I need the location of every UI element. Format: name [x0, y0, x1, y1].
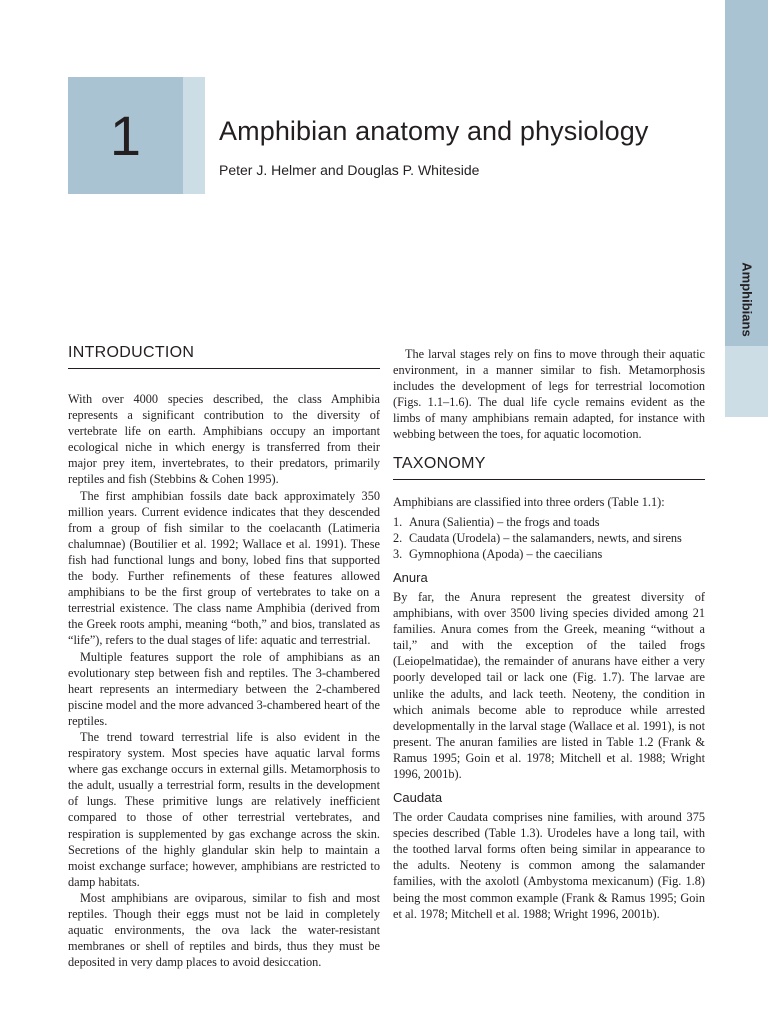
list-item: 1. Anura (Salientia) – the frogs and toads [393, 514, 600, 529]
chapter-authors: Peter J. Helmer and Douglas P. Whiteside [219, 162, 480, 178]
left-column [68, 344, 380, 970]
caudata-heading: Caudata [393, 790, 443, 806]
intro-paragraph: Most amphibians are oviparous, similar to fish and most reptiles. Though their eggs must not be laid in completely aquatic environments, the ova lack the water-resistant membranes or shell of reptiles and birds, thus they must be deposited in very damp places to avoid desiccation. [68, 890, 380, 970]
orders-list [393, 514, 705, 562]
anura-paragraph: By far, the Anura represent the greatest diversity of amphibians, with over 3500 living species divided among 21 families. Anura comes from the Greek, meaning “without a tail,” and with the exception of the tailed frogs (Leiopelmatidae), the remainder of anurans have either a very poorly developed tail or lack one (Fig. 1.7). The larvae are unlike the adults, and lack teeth. Neoteny, the condition in which animals become able to reproduce while arrested developmentally in the larval stage (Wallace et al. 1991), is not present. The anuran families are listed in Table 1.2 (Frank & Ramus 1995; Goin et al. 1978; Mitchell et al. 1988; Wright 1996, 2001b). [393, 589, 705, 781]
taxonomy-heading: TAXONOMY [393, 455, 705, 480]
side-tab-light [725, 346, 768, 417]
anura-heading: Anura [393, 569, 428, 585]
list-item: 2. Caudata (Urodela) – the salamanders, newts, and sirens [393, 530, 682, 545]
intro-paragraph: The trend toward terrestrial life is also evident in the respiratory system. Most species have aquatic larval forms where gas exchange occurs in external gills. Metamorphosis to the adult, usually a terrestrial form, results in the development of lungs. These primitive lungs are relatively inefficient compared to those of other terrestrial vertebrates, and respiration is supplemented by gas exchange across the skin. Secretions of the highly glandular skin help to maintain a moist exchange surface; however, amphibians are restricted to damp habitats. [68, 729, 380, 889]
side-tab-text: Amphibians [739, 261, 755, 337]
chapter-number: 1 [109, 104, 142, 167]
caudata-paragraph: The order Caudata comprises nine families, with around 375 species described (Table 1.3). Urodeles have a long tail, with the toothed larval forms often being similar in appearance to the adults. Neoteny is common among the salamander families, with the axolotl (Ambystoma mexicanum) (Fig. 1.8) being the most common example (Frank & Ramus 1995; Goin et al. 1978; Mitchell et al. 1988; Wright 1996, 2001b). [393, 810, 705, 921]
intro-paragraph: The first amphibian fossils date back approximately 350 million years. Current evidence indicates that they descended from a group of fish similar to the coelacanth (Latimeria chalumnae) (Boutilier et al. 1992; Wallace et al. 1991). These fish had functional lungs and bony, lobed fins that supported the body. Further refinements of these features allowed amphibians to be the first group of vertebrates to take on a terrestrial existence. The class name Amphibia (derived from the Greek roots amphi, meaning “both,” and bios, translated as “life”), refers to the dual stages of life: aquatic and terrestrial. [68, 488, 380, 648]
intro-paragraph: Multiple features support the role of amphibians as an evolutionary step between fish and reptiles. The 3-chambered heart represents an intermediary between the 2-chambered piscine model and the more advanced 3-chambered heart of the reptiles. [68, 649, 380, 728]
intro-paragraph: The larval stages rely on fins to move through their aquatic environment, in a manner similar to fish. Metamorphosis includes the development of legs for terrestrial locomotion (Figs. 1.1–1.6). The dual life cycle remains evident as the limbs of many amphibians remain adapted, for instance with webbing between the toes, for aquatic locomotion. [393, 347, 705, 442]
chapter-number-strip [183, 77, 205, 194]
side-tab-label [733, 244, 761, 354]
taxonomy-intro: Amphibians are classified into three orders (Table 1.1): [393, 494, 665, 509]
introduction-heading: INTRODUCTION [68, 344, 380, 369]
list-item: 3. Gymnophiona (Apoda) – the caecilians [393, 546, 603, 561]
chapter-title: Amphibian anatomy and physiology [219, 116, 649, 146]
right-column [393, 346, 705, 922]
intro-paragraph: With over 4000 species described, the class Amphibia represents a significant contribution to the diversity of vertebrate life on earth. Amphibians occupy an important ecological niche in which energy is transferred from their major prey item, invertebrates, to their predators, primarily reptiles and fish (Stebbins & Cohen 1995). [68, 392, 380, 487]
